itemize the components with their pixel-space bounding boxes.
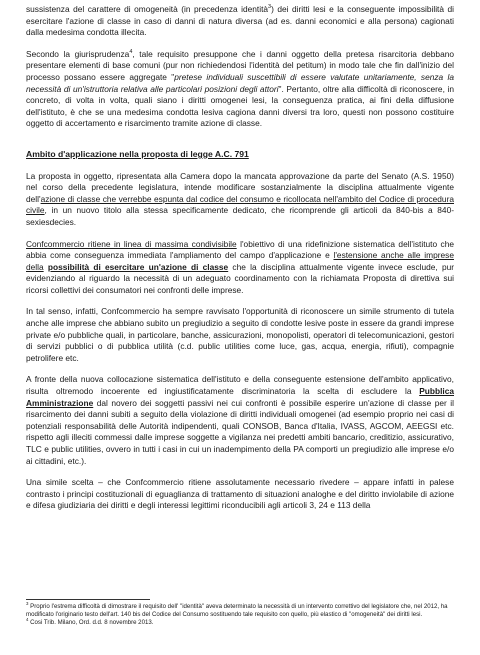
section-heading: Ambito d'applicazione nella proposta di legge A.C. 791 <box>26 148 249 159</box>
text: La proposta in oggetto, ripresentata alla Camera dopo la mancata approvazione da parte del Senato (A.S. 1950) nel corso della precedente legislatura, intende modificare sostanzialmente la disciplina attualmente vigente dell' <box>26 170 454 204</box>
footnote-3 <box>26 600 454 619</box>
text: ". Pertanto, oltre alla difficoltà di riconoscere, in concreto, di volta in volta, quali siano i diritti omogenei lesi, la conseguenza pratica, ai fini della diffusione dell'istituto, è che se una medesima condotta lesiva cagiona danni diversi tra loro, questi non possono costituire oggetto di accertamento e risarcimento tramite azione di classe. <box>26 83 454 129</box>
text: , in un nuovo titolo alla stessa specificamente dedicato, che ricomprende gli articoli da 840-bis a 840-sexiesdecies. <box>26 205 454 227</box>
footnote-number: 3 <box>26 600 29 606</box>
footnotes <box>26 600 454 627</box>
italic-quote: pretese individuali suscettibili di essere valutate unitariamente, senza la necessità di un'istruttoria relativa alle particolari posizioni degli attori <box>26 71 454 94</box>
footnote-text: Proprio l'estrema difficoltà di dimostrare il requisito dell' "identità" aveva determinato la necessità di un intervento correttivo del legislatore che, nel 2012, ha modificato l'originario testo dell'art. 140 bis del Codice del Consumo sostituendo tale requisito con quello, più elastico di "omogeneità" dei diritti lesi. <box>26 603 448 619</box>
text: , tale requisito presuppone che i danni oggetto della pretesa risarcitoria debbano presentare elementi di base comuni (pur non richiedendosi l'identità del petitum) in modo tale che fin dall'inizio del processo possano essere aggregate " <box>26 48 454 82</box>
paragraph-omogeneita <box>26 4 454 39</box>
underlined-text: azione di classe che verrebbe espunta dal codice del consumo e ricollocata nell'ambito del Codice di procedura civile <box>26 193 454 216</box>
text: sussistenza del carattere di omogeneità (in precedenza identità <box>26 4 269 14</box>
bold-underlined-text: possibilità di esercitare un'azione di classe <box>47 261 229 272</box>
bold-underlined-text: Pubblica Amministrazione <box>26 386 454 408</box>
footnote-ref-4[interactable]: 4 <box>129 49 133 55</box>
paragraph-pubblica-amministrazione <box>26 374 454 467</box>
text: ) dei diritti lesi e la conseguente impossibilità di esercitare l'azione di classe in caso di danni di natura diversa (ad es. danni economici e alla persona) cagionati dalla medesima condotta illecita. <box>26 4 455 38</box>
paragraph-giurisprudenza <box>26 49 454 130</box>
text: che la disciplina attualmente vigente invece esclude, pur evidenziando al riguardo la necessità di un adeguato coordinamento con la richiamata Proposta di direttiva sui ricorsi collettivi dei consumatori nei confronti delle imprese. <box>26 261 455 295</box>
footnote-separator <box>26 599 150 600</box>
text: dal novero dei soggetti passivi nei cui confronti è possibile esperire un'azione di classe per il risarcimento dei danni subiti a seguito della violazione di diritti individuali omogenei (ad esempio proprio nei casi di potenziali responsabilità delle Autorità indipendenti, quali CONSOB, Banca d'Italia, IVASS, AGCOM, AEEGSI etc. rispetto agli illeciti commessi dalle imprese soggette a vigilanza nei predetti ambiti bancario, creditizio, assicurativo, TLC e public utilities, ovvero in tutti i casi in cui un inadempimento della PA comporti un pregiudizio alle imprese e/o ai cittadini, etc.). <box>26 397 454 466</box>
underlined-text: l'estensione anche alle imprese della <box>26 250 454 272</box>
paragraph-confcommercio <box>26 239 454 297</box>
text: Secondo la giurisprudenza <box>26 48 130 59</box>
underlined-text: Confcommercio ritiene in linea di massima condivisibile <box>26 238 237 249</box>
paragraph-tutela: In tal senso, infatti, Confcommercio ha sempre ravvisato l'opportunità di riconoscere un simile strumento di tutela anche alle imprese che abbiano subito un pregiudizio a seguito di condotte lesive poste in essere da grandi imprese private e/o pubbliche quali, in particolare, banche, assicurazioni, monopolisti, operatori di telecomunicazioni, gestori di servizi pubblici o di pubblica utilità (c.d. public utilities come luce, gas, acqua, energia, rifiuti), compagnie petrolifere etc. <box>26 306 454 363</box>
text: l'obiettivo di una ridefinizione sistematica dell'istituto che abbia come conseguenza immediata l'ampliamento del campo d'applicazione e <box>26 238 454 261</box>
text: A fronte della nuova collocazione sistematica dell'istituto e della conseguente estensione dell'ambito applicativo, risulta oltremodo incoerente ed ingiustificatamente discriminatoria la scelta di escludere la <box>26 374 454 397</box>
footnote-text: Cosi Trib. Milano, Ord. d.d. 8 novembre 2013. <box>28 619 154 627</box>
footnote-4 <box>26 619 454 627</box>
paragraph-proposta <box>26 171 454 229</box>
footnote-number: 4 <box>26 617 29 623</box>
paragraph-scelta: Una simile scelta – che Confcommercio ritiene assolutamente necessario rivedere – appare infatti in palese contrasto i principi costituzionali di eguaglianza di trattamento di situazioni analoghe e del diritto inviolabile di azione e difesa giudiziaria dei diritti e degli interessi legittimi riconducibili agli articoli 3, 24 e 113 della <box>26 477 454 511</box>
footnote-ref-3[interactable]: 3 <box>268 4 272 11</box>
